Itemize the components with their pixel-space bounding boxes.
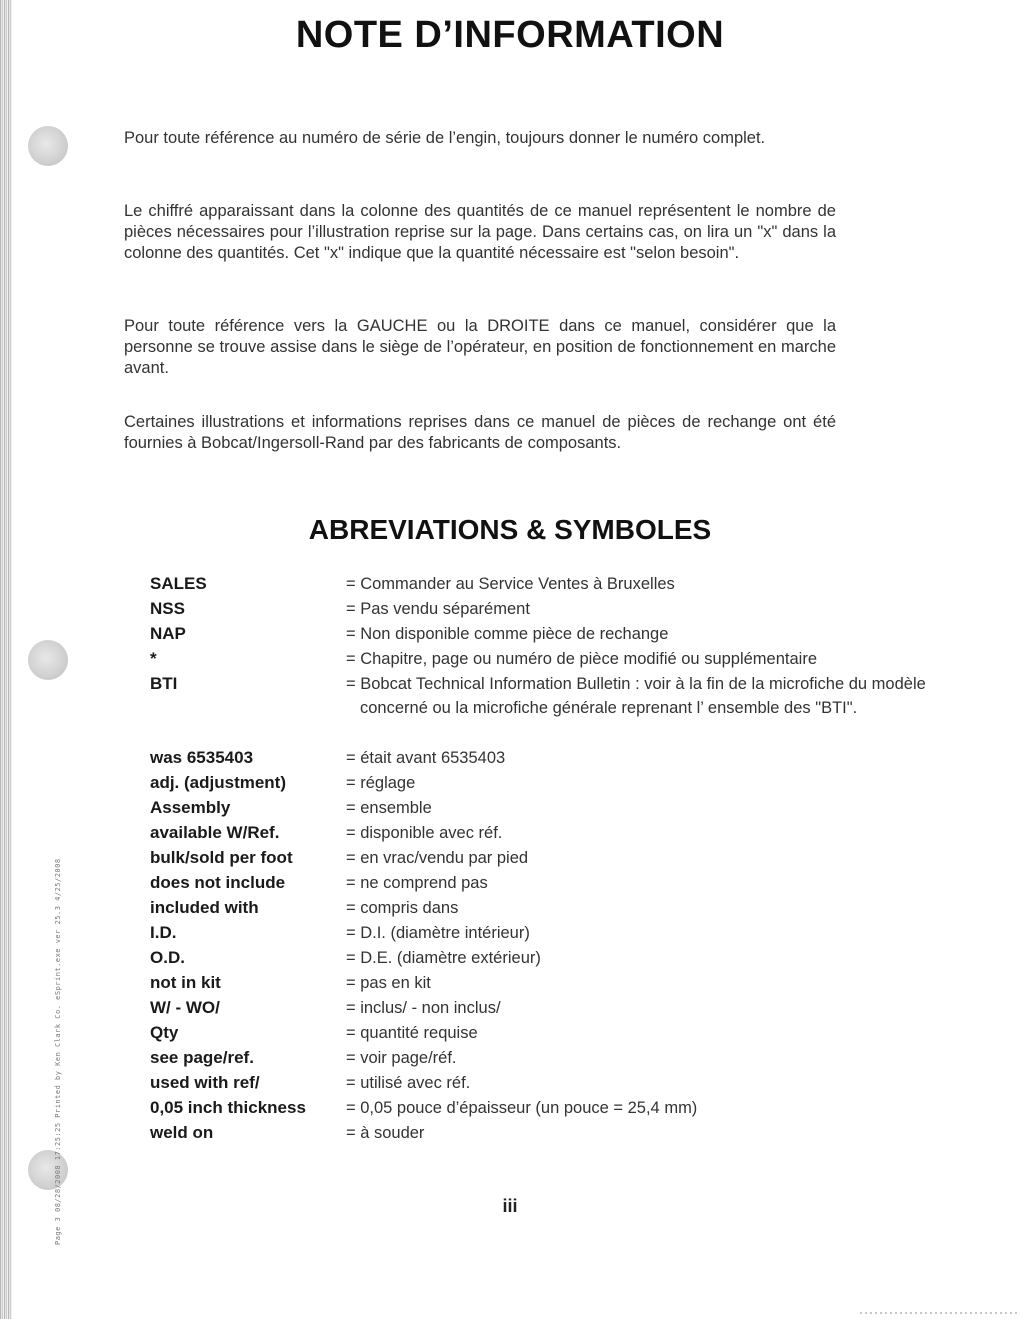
abbreviation-term: adj. (adjustment): [150, 773, 287, 792]
abbreviation-term: 0,05 inch thickness: [150, 1098, 306, 1117]
abbreviation-term: was 6535403: [150, 748, 254, 767]
abbreviation-row: [150, 798, 930, 822]
abbreviation-definition: = inclus/ - non inclus/: [346, 999, 501, 1017]
abbreviation-definition: = pas en kit: [346, 974, 431, 992]
info-paragraph: Certaines illustrations et informations reprises dans ce manuel de pièces de rechange ont été fournies à Bobcat/Ingersoll-Rand par des fabricants de composants.: [124, 413, 836, 452]
abbreviation-definition: = ensemble: [346, 799, 432, 817]
abbreviation-definition: = Bobcat Technical Information Bulletin : voir à la fin de la microfiche du modèle concerné ou la microfiche générale reprenant l’ ensemble des "BTI".: [346, 675, 926, 717]
abbreviation-term: I.D.: [150, 923, 177, 942]
binder-hole: [28, 640, 68, 680]
abbreviation-row: [150, 823, 930, 847]
abbreviation-term: weld on: [150, 1123, 214, 1142]
abbreviation-definition: = à souder: [346, 1124, 425, 1142]
abbreviation-term: SALES: [150, 574, 207, 593]
scan-edge: [0, 0, 12, 1319]
abbreviation-row: [150, 674, 930, 748]
abbreviation-term: used with ref/: [150, 1073, 260, 1092]
abbreviation-row: [150, 1123, 930, 1147]
abbreviation-term: bulk/sold per foot: [150, 848, 293, 867]
abbreviation-definition: = en vrac/vendu par pied: [346, 849, 529, 867]
abbreviation-definition: = D.I. (diamètre intérieur): [346, 924, 530, 942]
abbreviation-term: BTI: [150, 674, 178, 693]
abbreviation-row: [150, 1023, 930, 1047]
abbreviation-row: [150, 1073, 930, 1097]
abbreviation-row: [150, 1048, 930, 1072]
abbreviation-definition: = compris dans: [346, 899, 459, 917]
abbreviation-definition: = Commander au Service Ventes à Bruxelles: [346, 575, 675, 593]
binder-hole: [28, 126, 68, 166]
abbreviation-term: Assembly: [150, 798, 231, 817]
abbreviation-term: O.D.: [150, 948, 185, 967]
abbreviation-row: [150, 574, 930, 598]
binder-hole: [28, 1150, 68, 1190]
abbreviation-definition: = voir page/réf.: [346, 1049, 457, 1067]
abbreviation-definition: = était avant 6535403: [346, 749, 506, 767]
abbreviation-row: [150, 898, 930, 922]
abbreviation-definition: = disponible avec réf.: [346, 824, 503, 842]
abbreviation-definition: = D.E. (diamètre extérieur): [346, 949, 541, 967]
abbreviation-row: [150, 1098, 930, 1122]
abbreviation-row: [150, 948, 930, 972]
print-stamp: Page 3 08/28/2008 17:25:25 Printed by Ken Clark Co. eSprint.exe ver 25.3 4/25/2008: [54, 858, 62, 1245]
abbreviation-term: NAP: [150, 624, 186, 643]
abbreviation-definition: = Non disponible comme pièce de rechange: [346, 625, 669, 643]
page-number: iii: [502, 1196, 518, 1216]
abbreviation-row: [150, 624, 930, 648]
abbreviation-term: Qty: [150, 1023, 179, 1042]
abbreviation-row: [150, 848, 930, 872]
abbreviation-definition: = quantité requise: [346, 1024, 478, 1042]
info-paragraph: Pour toute référence vers la GAUCHE ou la DROITE dans ce manuel, considérer que la personne se trouve assise dans le siège de l’opérateur, en position de fonctionnement en marche avant.: [124, 317, 836, 377]
abbreviation-row: [150, 973, 930, 997]
info-paragraph: Le chiffré apparaissant dans la colonne des quantités de ce manuel représentent le nombre de pièces nécessaires pour l’illustration reprise sur la page. Dans certains cas, on lira un "x" dans la colonne des quantités. Cet "x" indique que la quantité nécessaire est "selon besoin".: [124, 202, 836, 262]
abbreviation-row: [150, 998, 930, 1022]
abbreviation-definition: = 0,05 pouce d’épaisseur (un pouce = 25,4 mm): [346, 1099, 698, 1117]
abbreviation-row: [150, 748, 930, 772]
abbreviation-row: [150, 649, 930, 673]
abbreviation-definition: = Pas vendu séparément: [346, 600, 530, 618]
info-paragraph: Pour toute référence au numéro de série de l’engin, toujours donner le numéro complet.: [124, 129, 766, 147]
abbreviation-definition: = Chapitre, page ou numéro de pièce modifié ou supplémentaire: [346, 650, 818, 668]
page-title: NOTE D’INFORMATION: [295, 14, 725, 56]
abbreviation-term: W/ - WO/: [150, 998, 220, 1017]
abbreviation-definition: = utilisé avec réf.: [346, 1074, 471, 1092]
abbreviation-row: [150, 773, 930, 797]
abbreviation-term: NSS: [150, 599, 185, 618]
abbreviation-term: not in kit: [150, 973, 221, 992]
abbreviation-definition: = réglage: [346, 774, 416, 792]
abbreviation-term: see page/ref.: [150, 1048, 254, 1067]
abbreviation-definition: = ne comprend pas: [346, 874, 488, 892]
abbreviation-row: [150, 873, 930, 897]
abbreviation-term: does not include: [150, 873, 286, 892]
abbreviation-row: [150, 599, 930, 623]
section-title: ABREVIATIONS & SYMBOLES: [308, 514, 712, 545]
scan-edge-bottom: [860, 1312, 1020, 1314]
abbreviation-term: *: [150, 649, 157, 668]
abbreviation-row: [150, 923, 930, 947]
abbreviation-term: included with: [150, 898, 259, 917]
abbreviation-term: available W/Ref.: [150, 823, 280, 842]
